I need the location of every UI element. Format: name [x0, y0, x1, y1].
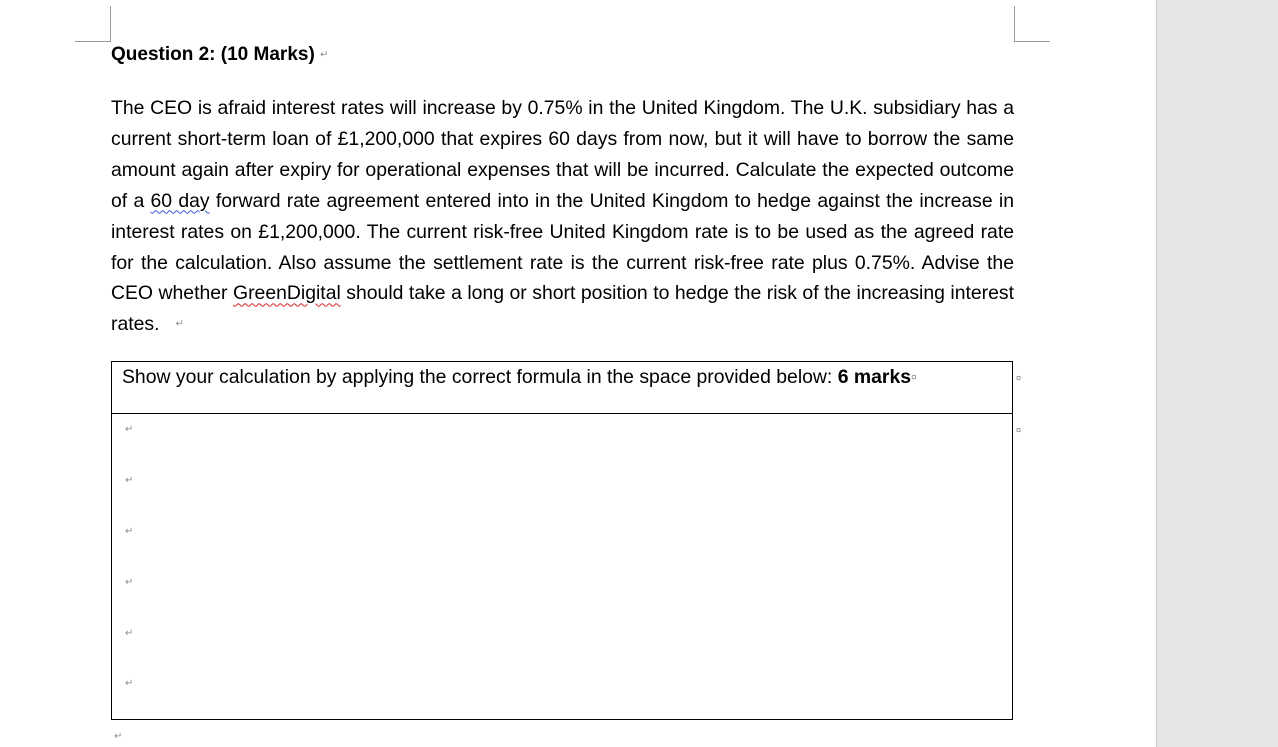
- marks-label: 6 marks: [837, 366, 912, 388]
- answer-line-2-mark: ↵: [125, 475, 134, 486]
- answer-line-5-mark: ↵: [125, 628, 134, 639]
- answer-line-3-mark: ↵: [125, 526, 134, 537]
- answer-table: [111, 361, 1013, 720]
- crop-mark-top-left-vertical: [110, 6, 111, 42]
- paragraph-mark: ↵: [175, 318, 185, 330]
- row-end-mark: ¤: [1016, 425, 1022, 435]
- answer-line-6-mark: ↵: [125, 678, 134, 689]
- crop-mark-top-right-vertical: [1014, 6, 1015, 42]
- crop-mark-top-left-horizontal: [75, 41, 111, 42]
- heading-text: Question 2: (10 Marks): [111, 44, 315, 65]
- crop-mark-top-right-horizontal: [1014, 41, 1050, 42]
- question-heading[interactable]: [111, 44, 328, 66]
- grammar-flag-60-day[interactable]: 60 day: [150, 189, 210, 212]
- answer-line-1-mark: ↵: [125, 424, 134, 435]
- instruction-text: [122, 366, 917, 389]
- question-paragraph[interactable]: [111, 93, 1014, 341]
- instruction-label: Show your calculation by applying the correct formula in the space provided below:: [122, 366, 838, 388]
- answer-input-cell[interactable]: [112, 414, 1012, 719]
- paragraph-mark: ↵: [114, 731, 123, 742]
- workspace-background: [1156, 0, 1278, 747]
- paragraph-text-1: The CEO is afraid interest rates will increase by 0.75% in the United Kingdom. The U.K. subsidiary has a current short-term loan of £1,200,000 that expires 60 days from now, but it will have to borrow the same amount again after expiry for operational expenses that will be incurred. Calculate the expected outcome of a: [111, 97, 1014, 212]
- cell-end-mark: ¤: [911, 372, 917, 384]
- answer-line-4-mark: ↵: [125, 577, 134, 588]
- answer-table-header-cell[interactable]: [112, 362, 1012, 414]
- paragraph-text-3: should take a long or short position to hedge the risk of the increasing interest rates.: [111, 282, 1014, 336]
- spelling-flag-greendigital[interactable]: GreenDigital: [233, 282, 341, 305]
- paragraph-mark: ↵: [320, 49, 329, 61]
- row-end-mark: ¤: [1016, 373, 1022, 383]
- paragraph-text-2: forward rate agreement entered into in the United Kingdom to hedge against the increase in interest rates on £1,200,000. The current risk-free United Kingdom rate is to be used as the agreed rate for the calculation. Also assume the settlement rate is the current risk-free rate plus 0.75%. Advise the CEO whether: [111, 189, 1015, 305]
